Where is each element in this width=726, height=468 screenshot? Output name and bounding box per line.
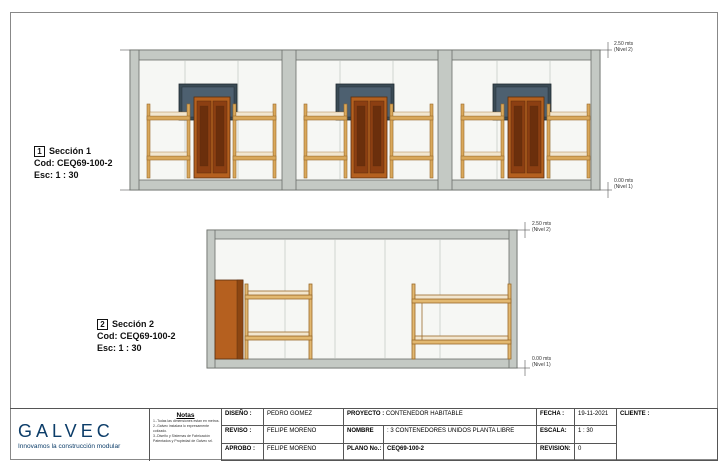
bunk-rail — [304, 116, 347, 120]
diseno-value: PEDRO GOMEZ — [264, 409, 344, 426]
bunk-post — [147, 104, 150, 178]
proyecto-label: PROYECTO : — [347, 411, 385, 417]
bunk-post — [461, 104, 464, 178]
aprobo-value: FELIPE MORENO — [264, 444, 344, 461]
nombre-label: NOMBRE — [344, 426, 384, 444]
bunk-rail — [233, 116, 276, 120]
escala-value: 1 : 30 — [575, 426, 617, 444]
bunk-rail — [147, 116, 190, 120]
bunk-post — [547, 104, 550, 178]
section1-title: Sección 1 — [49, 146, 92, 156]
reviso-label: REVISO : — [222, 426, 264, 444]
notes-title: Notas — [176, 412, 195, 419]
bunk-post — [390, 104, 393, 178]
nombre-value: : 3 CONTENEDORES UNIDOS PLANTA LIBRE — [384, 426, 537, 444]
bunk-rail — [461, 116, 504, 120]
diseno-label: DISEÑO : — [222, 409, 264, 426]
section2-level-bottom: 0.00 mts (Nivel 1) — [532, 356, 552, 368]
fecha-value: 19-11-2021 — [575, 409, 617, 426]
plano-value: CEQ69-100-2 — [384, 444, 537, 461]
revision-label: REVISION: — [537, 444, 575, 461]
section2-scale: Esc: 1 : 30 — [97, 343, 142, 353]
note-3: 3.-Diseño y Sistemas de Fabricación Patentados y Propiedad de Galvec srl. — [153, 434, 213, 443]
note-1: 1.-Todas las dimensiones estan en metros. — [153, 419, 220, 423]
section1-units — [147, 84, 590, 178]
section2-level-top: 2.50 mts (Nivel 2) — [532, 221, 552, 233]
reviso-value: FELIPE MORENO — [264, 426, 344, 444]
section2-number: 2 — [97, 319, 108, 330]
aprobo-label: APROBO : — [222, 444, 264, 461]
proyecto-field — [344, 409, 537, 426]
section2-code: Cod: CEQ69-100-2 — [97, 331, 176, 341]
section1-number: 1 — [34, 146, 45, 157]
bunk-rail — [547, 116, 590, 120]
fecha-label: FECHA : — [537, 409, 575, 426]
bunk-post — [233, 104, 236, 178]
notes-box — [150, 409, 222, 461]
section2-level-markers — [517, 222, 530, 376]
title-block — [10, 408, 718, 461]
section2-elevation — [207, 230, 517, 368]
proyecto-value: CONTENEDOR HABITABLE — [385, 411, 463, 417]
escala-label: ESCALA: — [537, 426, 575, 444]
logo-word: GALVEC — [18, 421, 114, 441]
logo-tagline: Innovamos la construcción modular — [18, 443, 121, 450]
section1-level-top: 2.50 mts (Nivel 2) — [614, 41, 634, 53]
plano-label: PLANO No.: — [344, 444, 384, 461]
galvec-logo — [10, 409, 150, 461]
bunk-post — [304, 104, 307, 178]
section1-level-bottom: 0.00 mts (Nivel 1) — [614, 178, 634, 190]
section1-scale: Esc: 1 : 30 — [34, 170, 79, 180]
section2-title: Sección 2 — [112, 319, 155, 329]
cliente-label: CLIENTE : — [617, 409, 718, 461]
section1-label — [34, 145, 113, 181]
section2-label — [97, 318, 176, 354]
revision-value: 0 — [575, 444, 617, 461]
bunk-rail — [390, 116, 433, 120]
note-2: 2.-Galvec instalara lo expresamente cotizado. — [153, 424, 210, 433]
section1-code: Cod: CEQ69-100-2 — [34, 158, 113, 168]
